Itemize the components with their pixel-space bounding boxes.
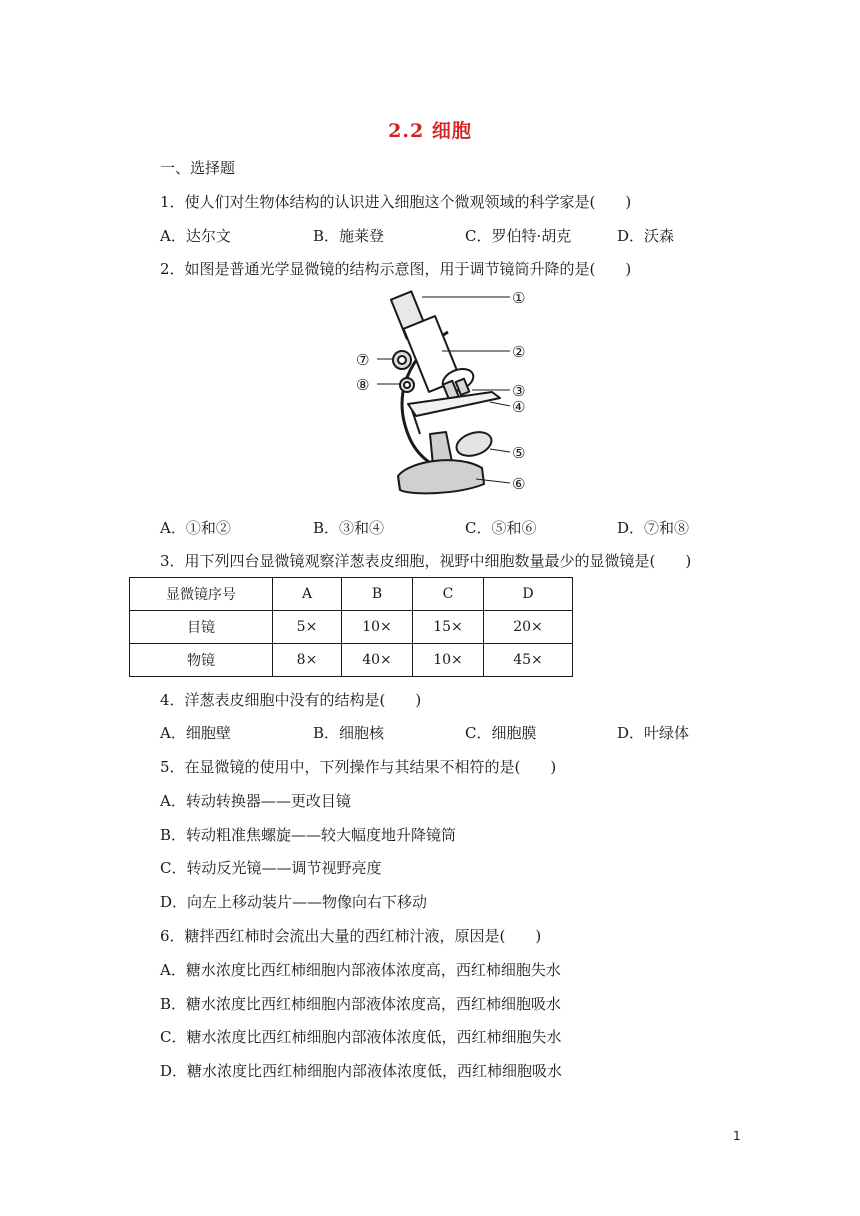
table-cell: 20× [484,611,573,644]
q6-option-d: D．糖水浓度比西红柿细胞内部液体浓度低，西红柿细胞吸水 [160,1062,563,1080]
question-2-stem: 2．如图是普通光学显微镜的结构示意图，用于调节镜筒升降的是( ) [160,260,632,278]
table-cell: 10× [342,611,413,644]
label-3: ③ [512,382,526,400]
table-cell: 10× [413,644,484,677]
microscope-illustration [350,284,550,504]
table-row [130,611,573,644]
q6-option-b: B．糖水浓度比西红柿细胞内部液体浓度高，西红柿细胞吸水 [160,995,562,1013]
question-4-stem: 4．洋葱表皮细胞中没有的结构是( ) [160,691,422,709]
table-cell: 45× [484,644,573,677]
microscope-diagram [350,284,550,504]
table-header-row [130,578,573,611]
q5-option-d: D．向左上移动装片——物像向右下移动 [160,893,428,911]
q1-option-a: A．达尔文 [160,227,231,245]
q4-option-c: C．细胞膜 [465,724,537,742]
q5-option-a: A．转动转换器——更改目镜 [160,792,351,810]
microscope-table [129,577,573,677]
q6-option-c: C．糖水浓度比西红柿细胞内部液体浓度低，西红柿细胞失水 [160,1028,562,1046]
table-cell: A [273,578,342,611]
q2-option-c: C．⑤和⑥ [465,519,537,537]
q4-option-a: A．细胞壁 [160,724,231,742]
label-8: ⑧ [356,376,370,394]
q2-option-d: D．⑦和⑧ [617,519,690,537]
table-cell: 目镜 [130,611,273,644]
q1-option-c: C．罗伯特·胡克 [465,227,572,245]
q6-option-a: A．糖水浓度比西红柿细胞内部液体浓度高，西红柿细胞失水 [160,961,561,979]
label-2: ② [512,343,526,361]
table-cell: D [484,578,573,611]
table-cell: C [413,578,484,611]
table-cell: B [342,578,413,611]
label-6: ⑥ [512,475,526,493]
table-cell: 40× [342,644,413,677]
q2-option-a: A．①和② [160,519,231,537]
q5-option-b: B．转动粗准焦螺旋——较大幅度地升降镜筒 [160,826,457,844]
question-3-stem: 3．用下列四台显微镜观察洋葱表皮细胞，视野中细胞数量最少的显微镜是( ) [160,552,692,570]
table-cell: 5× [273,611,342,644]
table-cell: 8× [273,644,342,677]
q4-option-b: B．细胞核 [313,724,385,742]
section-heading: 一、选择题 [160,159,236,177]
table-cell: 物镜 [130,644,273,677]
question-1-stem: 1．使人们对生物体结构的认识进入细胞这个微观领域的科学家是( ) [160,193,632,211]
q5-option-c: C．转动反光镜——调节视野亮度 [160,859,382,877]
table-row [130,644,573,677]
q1-option-d: D．沃森 [617,227,675,245]
q4-option-d: D．叶绿体 [617,724,690,742]
page-number: 1 [733,1129,741,1143]
q1-option-b: B．施莱登 [313,227,385,245]
label-4: ④ [512,398,526,416]
label-5: ⑤ [512,444,526,462]
q2-option-b: B．③和④ [313,519,385,537]
page-title: 2.2 细胞 [388,120,472,142]
table-cell: 显微镜序号 [130,578,273,611]
label-1: ① [512,289,526,307]
question-6-stem: 6．糖拌西红柿时会流出大量的西红柿汁液，原因是( ) [160,927,542,945]
label-7: ⑦ [356,351,370,369]
question-5-stem: 5．在显微镜的使用中，下列操作与其结果不相符的是( ) [160,758,557,776]
table-cell: 15× [413,611,484,644]
